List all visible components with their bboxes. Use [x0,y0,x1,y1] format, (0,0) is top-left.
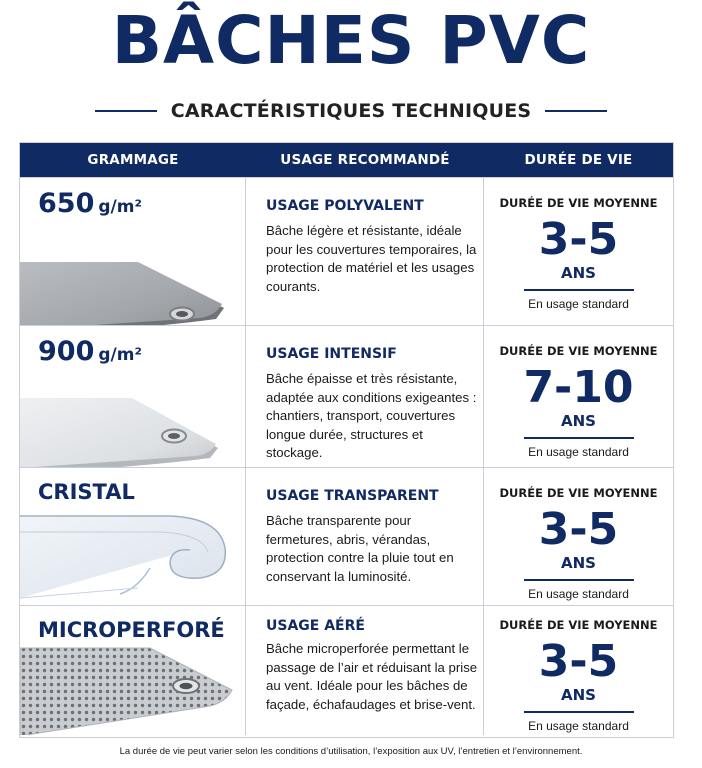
footnote: La durée de vie peut varier selon les conditions d’utilisation, l’exposition aux UV, l’entretien et l’environnement. [119,746,583,757]
duration-value: 3-5 [538,636,619,687]
usage-title: USAGE AÉRÉ [266,618,365,634]
grammage-cell [20,178,246,325]
duration-divider [524,711,634,713]
duration-label: DURÉE DE VIE MOYENNE [499,344,658,358]
grammage-value: CRISTAL [38,480,135,504]
usage-description: Bâche transparente pour fermetures, abris, vérandas, protection contre la pluie tout en conservant la luminosité. [266,513,454,584]
usage-description: Bâche microperforée permettant le passage de l’air et réduisant la prise au vent. Idéale pour les bâches de façade, échafaudages et brise-vent. [266,641,478,712]
grammage-cell [20,326,246,467]
subtitle-row [0,96,702,126]
perforated-tarp-image [20,646,246,735]
duration-unit: ANS [561,264,596,282]
white-tarp-image [20,366,246,467]
usage-title: USAGE TRANSPARENT [266,488,439,504]
usage-description: Bâche épaisse et très résistante, adaptée aux conditions exigeantes : chantiers, transport, couvertures longue durée, structures et stockage. [266,371,477,461]
usage-title: USAGE POLYVALENT [266,198,424,214]
duration-label: DURÉE DE VIE MOYENNE [499,486,658,500]
transparent-tarp-image [20,508,246,605]
usage-cell [246,178,484,325]
grammage-value: 900 [38,336,95,367]
usage-cell [246,606,484,735]
subtitle-line-right [545,110,607,112]
duration-note: En usage standard [528,296,629,311]
usage-title: USAGE INTENSIF [266,346,397,362]
duration-divider [524,437,634,439]
duration-cell [484,326,673,467]
table-row [20,177,673,325]
grammage-cell [20,468,246,605]
column-header-duration: DURÉE DE VIE [524,152,633,168]
grammage-label [38,480,135,504]
table-header [20,143,673,177]
duration-value: 3-5 [538,504,619,555]
page-title: BÂCHES PVC [111,2,591,79]
grammage-label [38,618,225,642]
subtitle: CARACTÉRISTIQUES TECHNIQUES [170,100,532,122]
duration-divider [524,579,634,581]
usage-cell [246,326,484,467]
grammage-unit: g/m² [98,197,142,217]
duration-unit: ANS [561,412,596,430]
duration-note: En usage standard [528,586,629,601]
spec-table [19,142,674,738]
table-row [20,325,673,467]
duration-label: DURÉE DE VIE MOYENNE [499,196,658,210]
grammage-unit: g/m² [98,345,142,365]
duration-label: DURÉE DE VIE MOYENNE [499,618,658,632]
grammage-value: MICROPERFORÉ [38,618,225,642]
duration-unit: ANS [561,686,596,704]
table-row [20,605,673,735]
duration-note: En usage standard [528,444,629,459]
duration-cell [484,178,673,325]
column-header-usage: USAGE RECOMMANDÉ [280,152,450,168]
duration-cell [484,468,673,605]
grammage-cell [20,606,246,735]
grammage-label [38,188,142,219]
duration-value: 7-10 [523,362,634,413]
duration-divider [524,289,634,291]
usage-description: Bâche légère et résistante, idéale pour les couvertures temporaires, la protection de matériel et les usages courants. [266,223,477,294]
column-header-grammage: GRAMMAGE [87,152,179,168]
usage-cell [246,468,484,605]
subtitle-line-left [95,110,157,112]
duration-cell [484,606,673,735]
table-row [20,467,673,605]
duration-value: 3-5 [538,214,619,265]
duration-unit: ANS [561,554,596,572]
duration-note: En usage standard [528,718,629,733]
grey-tarp-image [20,218,246,325]
grammage-value: 650 [38,188,95,219]
grammage-label [38,336,142,367]
